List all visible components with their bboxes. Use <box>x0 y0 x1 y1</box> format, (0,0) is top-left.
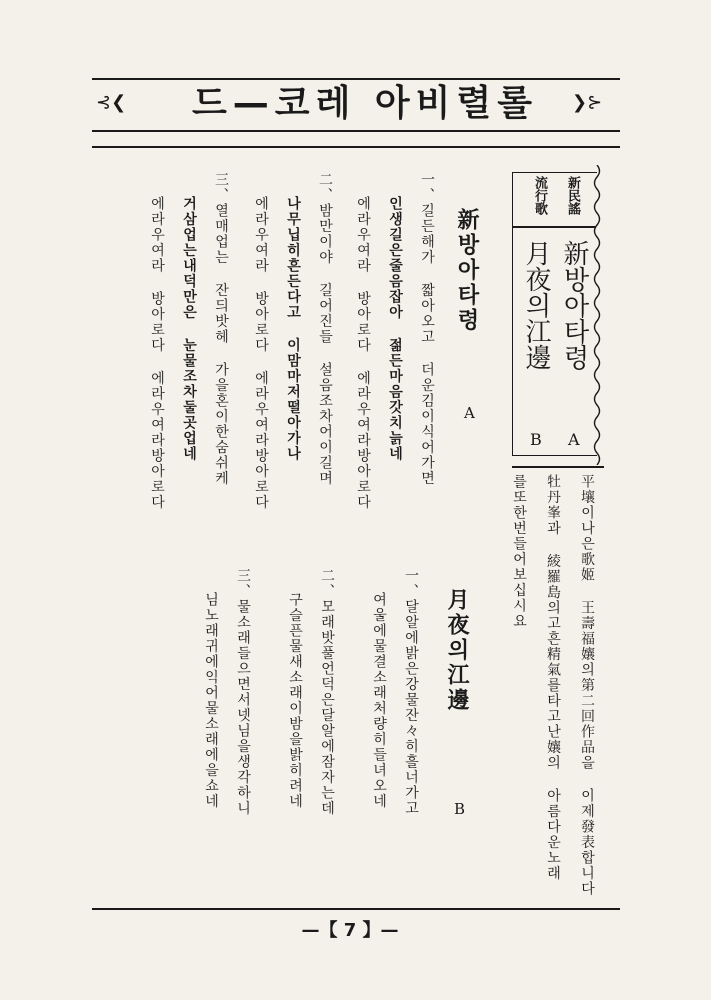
song-a-mark: A <box>464 404 475 422</box>
song-a-line-3: 에라우여라 방아로다 에라우여라방아로다 <box>355 196 371 510</box>
song-a-line-6: 에라우여라 방아로다 에라우여라방아로다 <box>253 196 269 510</box>
right-scroll-ornament-icon: ❯⊱ <box>572 92 603 113</box>
song-a-line-5: 나무닙히흔든다고 이맘마저떨아가나 <box>285 196 301 462</box>
intro-line-1: 平壤이나은歌姬 王壽福孃의第二回作品을 이제發表합니다 <box>579 474 595 897</box>
box-mark-b: B <box>530 430 542 449</box>
song-b-line-1: 一、달알에밝은강물잔々히흘너가고 <box>403 568 419 816</box>
box-divider <box>512 226 596 228</box>
song-b-line-2: 여울에물결소래처량히들녀오네 <box>371 592 387 809</box>
song-a-line-8: 거삼업는내덕만은 눈물조차둘곳업네 <box>181 196 197 462</box>
song-a-line-1: 一、길든해가 짧아오고 더운김이식어가면 <box>419 172 435 486</box>
song-a-line-4: 二、밤만이야 길어진들 설음조차어이길며 <box>317 172 333 486</box>
song-b-line-5: 三、물소래들으면서넷님을생각하니 <box>235 568 251 816</box>
intro-line-3: 를또한번들어보십시요 <box>511 474 527 629</box>
genre-popular-song: 流行歌 <box>532 176 547 215</box>
song-a-line-9: 에라우여라 방아로다 에라우여라방아로다 <box>149 196 165 510</box>
song-a-line-7: 三、열매업는 잔듸밧헤 가을혼이한숨쉬케 <box>213 172 229 486</box>
banner-bottom-border <box>92 130 620 132</box>
song-a-title: 新방아타령 <box>454 208 480 333</box>
song-a-line-2: 인생길은줄음잡아 젊든마음갓치늙네 <box>387 196 403 462</box>
wavy-border-icon <box>592 165 602 465</box>
box-title-b: 月夜의江邊 <box>521 240 551 370</box>
banner-title: 드—코레 아비렬롤 <box>192 83 538 124</box>
song-b-mark: B <box>454 800 466 818</box>
page-number: —【 7 】— <box>301 920 399 941</box>
song-b-line-3: 二、모래밧풀언덕은달알에잠자는데 <box>319 568 335 816</box>
box-mark-a: A <box>568 430 580 449</box>
genre-new-folk: 新民謠 <box>565 176 580 215</box>
bottom-rule <box>92 908 620 910</box>
intro-line-2: 牡丹峯과 綾羅島의고흔精氣를타고난孃의 아름다운노래 <box>545 474 561 881</box>
song-b-line-6: 님노래귀에익어물소래에을쇼네 <box>203 592 219 809</box>
song-b-line-4: 구슬픈물새소래이밤을밝히려네 <box>287 592 303 809</box>
left-scroll-ornament-icon: ⊰❮ <box>96 92 127 113</box>
top-rule <box>92 146 620 148</box>
box-title-a: 新방아타령 <box>559 240 589 370</box>
intro-separator <box>512 466 604 468</box>
song-b-title: 月夜의江邊 <box>444 588 470 713</box>
